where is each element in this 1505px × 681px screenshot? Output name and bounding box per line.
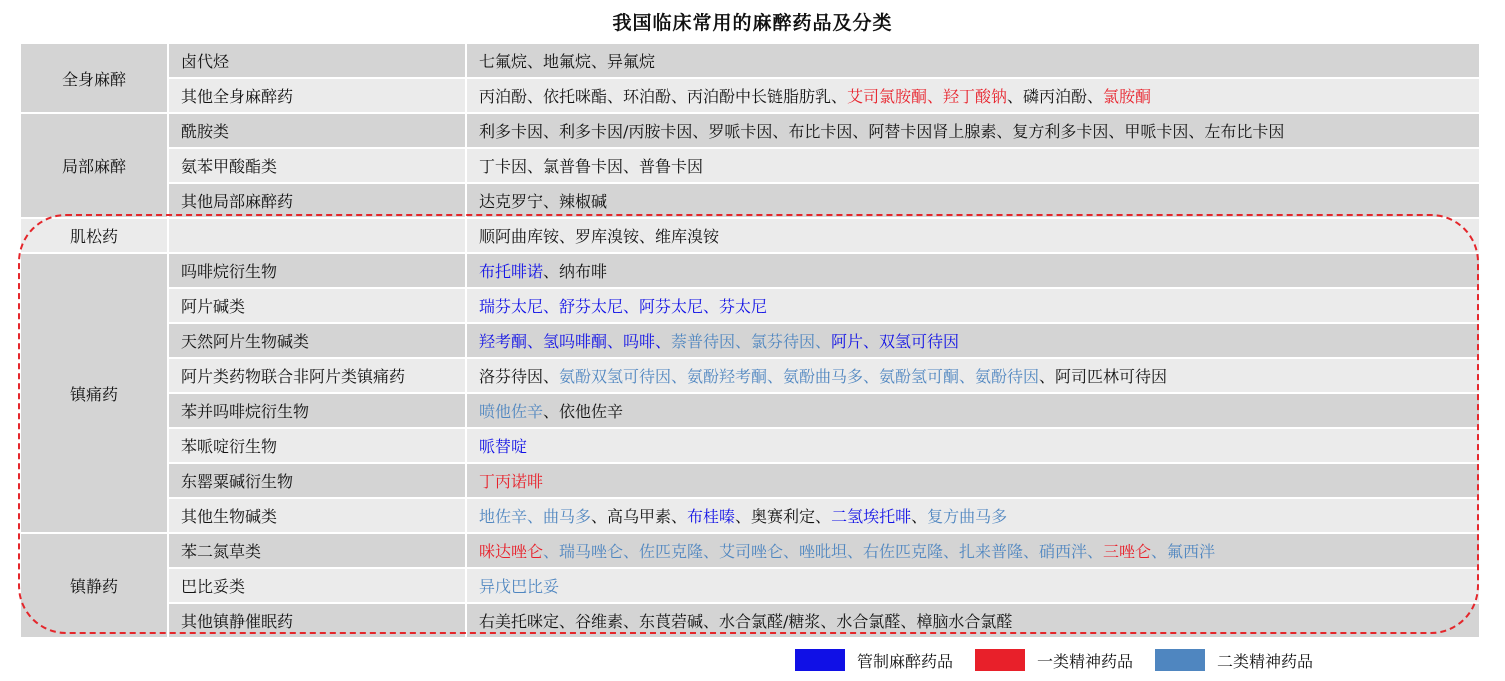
page-title: 我国临床常用的麻醉药品及分类 xyxy=(612,12,893,34)
legend-item xyxy=(1155,649,1313,672)
table-row xyxy=(21,253,1479,288)
table-row xyxy=(21,288,1479,323)
drug-list-segment: 、纳布啡 xyxy=(543,262,608,281)
drug-list-segment: 布桂嗪 xyxy=(687,507,736,526)
drug-list-segment: 、阿司匹林可待因 xyxy=(1039,367,1168,386)
table-row xyxy=(21,323,1479,358)
drugs-cell xyxy=(466,498,1479,533)
drug-list-segment: 、高乌甲素、 xyxy=(591,507,688,526)
drug-list-segment: 顺阿曲库铵、罗库溴铵、维库溴铵 xyxy=(479,227,720,246)
drug-list-segment: 达克罗宁、辣椒碱 xyxy=(479,192,608,211)
category-cell: 镇静药 xyxy=(21,533,168,638)
drug-list-segment: 、氟西泮 xyxy=(1151,542,1216,561)
subcategory-cell xyxy=(168,218,466,253)
drug-list-segment: 二氢埃托啡 xyxy=(831,507,912,526)
table-row xyxy=(21,463,1479,498)
drug-list-segment: 羟考酮、氢吗啡酮、吗啡、 xyxy=(479,332,672,351)
subcategory-cell: 其他镇静催眠药 xyxy=(168,603,466,638)
drug-list-segment: 丁丙诺啡 xyxy=(479,472,544,491)
table-row xyxy=(21,78,1479,113)
drugs-cell xyxy=(466,218,1479,253)
subcategory-cell: 卤代烃 xyxy=(168,44,466,78)
subcategory-cell: 氨苯甲酸酯类 xyxy=(168,148,466,183)
subcategory-cell: 苯并吗啡烷衍生物 xyxy=(168,393,466,428)
drugs-cell xyxy=(466,113,1479,148)
drug-list-segment: 瑞芬太尼、舒芬太尼、阿芬太尼、芬太尼 xyxy=(479,297,768,316)
legend-swatch xyxy=(795,649,845,671)
drug-list-segment: 氯胺酮 xyxy=(1103,87,1152,106)
legend-label: 二类精神药品 xyxy=(1217,651,1314,671)
category-cell: 肌松药 xyxy=(21,218,168,253)
table-row xyxy=(21,603,1479,638)
drug-list-segment: 七氟烷、地氟烷、异氟烷 xyxy=(479,52,656,71)
table-row xyxy=(21,113,1479,148)
drugs-cell xyxy=(466,533,1479,568)
table-row xyxy=(21,358,1479,393)
drug-list-segment: 阿片、双氢可待因 xyxy=(831,332,960,351)
drug-list-segment: 洛芬待因、 xyxy=(479,367,560,386)
legend-item xyxy=(975,649,1133,672)
drug-classification-table xyxy=(21,44,1479,639)
drug-list-segment: 复方曲马多 xyxy=(927,507,1008,526)
subcategory-cell: 其他局部麻醉药 xyxy=(168,183,466,218)
drugs-cell xyxy=(466,288,1479,323)
drug-list-segment: 丙泊酚、依托咪酯、环泊酚、丙泊酚中长链脂肪乳、 xyxy=(479,87,848,106)
drug-list-segment: 喷他佐辛 xyxy=(479,402,544,421)
drugs-cell xyxy=(466,183,1479,218)
drug-list-segment: 右美托咪定、谷维素、东莨菪碱、水合氯醛/糖浆、水合氯醛、樟脑水合氯醛 xyxy=(479,612,1013,631)
drug-list-segment: 萘普待因、氯芬待因、 xyxy=(671,332,832,351)
drugs-cell xyxy=(466,428,1479,463)
table-row xyxy=(21,533,1479,568)
drug-list-segment: 、瑞马唑仑、佐匹克隆、艾司唑仑、唑吡坦、右佐匹克隆、扎来普隆、硝西泮、 xyxy=(543,542,1104,561)
drug-list-segment: 氨酚双氢可待因、氨酚羟考酮、氨酚曲马多、氨酚氢可酮、氨酚待因 xyxy=(559,367,1040,386)
subcategory-cell: 其他生物碱类 xyxy=(168,498,466,533)
table-row xyxy=(21,218,1479,253)
subcategory-cell: 苯二氮草类 xyxy=(168,533,466,568)
drugs-cell xyxy=(466,78,1479,113)
table-row xyxy=(21,148,1479,183)
drugs-cell xyxy=(466,393,1479,428)
drug-list-segment: 、依他佐辛 xyxy=(543,402,624,421)
legend-swatch xyxy=(1155,649,1205,671)
subcategory-cell: 其他全身麻醉药 xyxy=(168,78,466,113)
legend-swatch xyxy=(975,649,1025,671)
table-row xyxy=(21,568,1479,603)
drug-list-segment: 地佐辛、曲马多 xyxy=(479,507,592,526)
legend-item xyxy=(795,649,953,672)
category-cell: 局部麻醉 xyxy=(21,113,168,218)
table-row xyxy=(21,428,1479,463)
drug-list-segment: 艾司氯胺酮、羟丁酸钠 xyxy=(847,87,1008,106)
drug-list-segment: 、磷丙泊酚、 xyxy=(1007,87,1104,106)
table-row xyxy=(21,183,1479,218)
drug-list-segment: 哌替啶 xyxy=(479,437,528,456)
legend-label: 管制麻醉药品 xyxy=(857,651,954,671)
drugs-cell xyxy=(466,568,1479,603)
table-row xyxy=(21,498,1479,533)
drug-list-segment: 咪达唑仑 xyxy=(479,542,544,561)
drug-list-segment: 三唑仑 xyxy=(1103,542,1152,561)
drugs-cell xyxy=(466,463,1479,498)
subcategory-cell: 苯哌啶衍生物 xyxy=(168,428,466,463)
subcategory-cell: 酰胺类 xyxy=(168,113,466,148)
subcategory-cell: 阿片碱类 xyxy=(168,288,466,323)
table-row xyxy=(21,44,1479,78)
drugs-cell xyxy=(466,603,1479,638)
drug-list-segment: 丁卡因、氯普鲁卡因、普鲁卡因 xyxy=(479,157,704,176)
table-row xyxy=(21,393,1479,428)
drug-list-segment: 异戊巴比妥 xyxy=(479,577,560,596)
drug-list-segment: 、奥赛利定、 xyxy=(735,507,832,526)
subcategory-cell: 巴比妥类 xyxy=(168,568,466,603)
legend-label: 一类精神药品 xyxy=(1037,651,1134,671)
subcategory-cell: 吗啡烷衍生物 xyxy=(168,253,466,288)
drugs-cell xyxy=(466,253,1479,288)
drug-list-segment: 利多卡因、利多卡因/丙胺卡因、罗哌卡因、布比卡因、阿替卡因肾上腺素、复方利多卡因、甲哌卡因、左布比卡因 xyxy=(479,122,1285,141)
drugs-cell xyxy=(466,323,1479,358)
drugs-cell xyxy=(466,44,1479,78)
drugs-cell xyxy=(466,148,1479,183)
category-cell: 镇痛药 xyxy=(21,253,168,533)
drugs-cell xyxy=(466,358,1479,393)
subcategory-cell: 东罂粟碱衍生物 xyxy=(168,463,466,498)
legend xyxy=(795,648,1335,672)
drug-list-segment: 布托啡诺 xyxy=(479,262,544,281)
drug-list-segment: 、 xyxy=(911,507,928,526)
subcategory-cell: 阿片类药物联合非阿片类镇痛药 xyxy=(168,358,466,393)
subcategory-cell: 天然阿片生物碱类 xyxy=(168,323,466,358)
category-cell: 全身麻醉 xyxy=(21,44,168,113)
